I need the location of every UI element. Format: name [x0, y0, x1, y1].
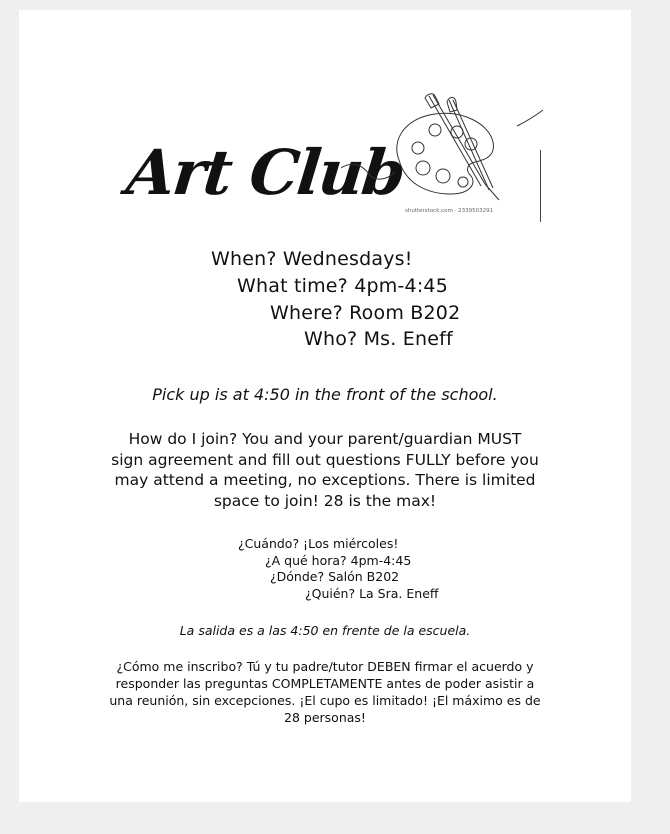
join-line: ¿Cómo me inscribo? Tú y tu padre/tutor DEBEN firmar el acuerdo y	[116, 659, 534, 674]
divider-line	[540, 150, 541, 222]
where-english: Where? Room B202	[270, 302, 461, 324]
where-spanish: ¿Dónde? Salón B202	[270, 569, 400, 584]
flyer-title: Art Club	[123, 136, 408, 209]
join-line: How do I join? You and your parent/guardian MUST	[128, 430, 522, 448]
time-english: What time? 4pm-4:45	[237, 275, 448, 297]
who-english: Who? Ms. Eneff	[304, 328, 453, 350]
join-line: una reunión, sin excepciones. ¡El cupo es limitado! ¡El máximo es de	[109, 693, 541, 708]
join-line: space to join! 28 is the max!	[213, 492, 437, 511]
join-instructions-spanish	[19, 658, 631, 726]
join-line: sign agreement and fill out questions FULLY before you	[111, 450, 539, 469]
pickup-english: Pick up is at 4:50 in the front of the school.	[152, 385, 498, 404]
join-instructions-english	[19, 429, 631, 512]
flyer-page	[19, 10, 631, 802]
paint-palette-icon	[339, 90, 544, 220]
pickup-spanish: La salida es a las 4:50 en frente de la escuela.	[179, 623, 471, 638]
who-spanish: ¿Quién? La Sra. Eneff	[305, 586, 439, 601]
when-english: When? Wednesdays!	[211, 248, 413, 270]
when-spanish: ¿Cuándo? ¡Los miércoles!	[238, 536, 399, 551]
join-line: responder las preguntas COMPLETAMENTE antes de poder asistir a	[115, 676, 535, 691]
artwork-credit: shutterstock.com · 2339503291	[405, 208, 494, 214]
join-line: 28 personas!	[284, 710, 366, 725]
join-line: may attend a meeting, no exceptions. There is limited	[114, 471, 536, 490]
time-spanish: ¿A qué hora? 4pm-4:45	[265, 553, 412, 568]
